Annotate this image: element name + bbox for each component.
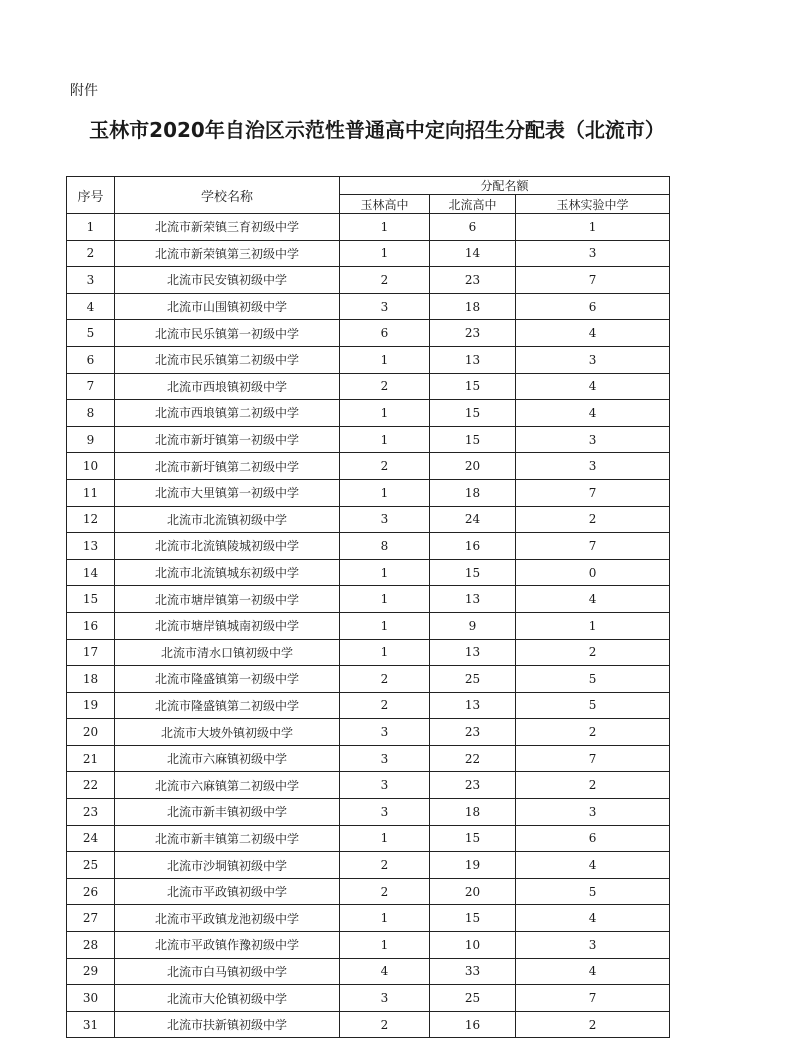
table-row xyxy=(67,559,670,586)
school-name-cell: 北流市大里镇第一初级中学 xyxy=(115,479,340,506)
seq-cell: 14 xyxy=(67,559,115,586)
seq-cell: 23 xyxy=(67,799,115,826)
table-row xyxy=(67,772,670,799)
seq-cell: 19 xyxy=(67,692,115,719)
yulin-experimental-cell: 0 xyxy=(516,559,670,586)
table-row xyxy=(67,267,670,294)
school-name-cell: 北流市民乐镇第二初级中学 xyxy=(115,346,340,373)
school-name-cell: 北流市西埌镇初级中学 xyxy=(115,373,340,400)
yulin-high-cell: 1 xyxy=(340,400,430,427)
yulin-high-cell: 3 xyxy=(340,799,430,826)
yulin-experimental-cell: 3 xyxy=(516,346,670,373)
seq-cell: 30 xyxy=(67,985,115,1012)
allocation-table xyxy=(66,176,670,1038)
yulin-experimental-cell: 2 xyxy=(516,772,670,799)
yulin-experimental-cell: 4 xyxy=(516,586,670,613)
beiliu-high-cell: 15 xyxy=(430,825,516,852)
school-name-cell: 北流市民安镇初级中学 xyxy=(115,267,340,294)
seq-cell: 13 xyxy=(67,533,115,560)
table-row xyxy=(67,373,670,400)
school-name-cell: 北流市扶新镇初级中学 xyxy=(115,1011,340,1038)
header-allocation-group: 分配名额 xyxy=(340,177,670,195)
yulin-experimental-cell: 6 xyxy=(516,293,670,320)
seq-cell: 3 xyxy=(67,267,115,294)
table-row xyxy=(67,453,670,480)
beiliu-high-cell: 20 xyxy=(430,453,516,480)
seq-cell: 1 xyxy=(67,214,115,241)
yulin-high-cell: 1 xyxy=(340,825,430,852)
yulin-experimental-cell: 5 xyxy=(516,692,670,719)
yulin-experimental-cell: 3 xyxy=(516,453,670,480)
yulin-experimental-cell: 6 xyxy=(516,825,670,852)
beiliu-high-cell: 13 xyxy=(430,639,516,666)
school-name-cell: 北流市六麻镇第二初级中学 xyxy=(115,772,340,799)
yulin-high-cell: 3 xyxy=(340,293,430,320)
beiliu-high-cell: 23 xyxy=(430,320,516,347)
beiliu-high-cell: 18 xyxy=(430,293,516,320)
table-row xyxy=(67,932,670,959)
yulin-experimental-cell: 1 xyxy=(516,214,670,241)
yulin-high-cell: 3 xyxy=(340,745,430,772)
yulin-high-cell: 4 xyxy=(340,958,430,985)
seq-cell: 5 xyxy=(67,320,115,347)
yulin-experimental-cell: 7 xyxy=(516,479,670,506)
yulin-high-cell: 2 xyxy=(340,267,430,294)
table-row xyxy=(67,825,670,852)
beiliu-high-cell: 18 xyxy=(430,799,516,826)
yulin-experimental-cell: 3 xyxy=(516,240,670,267)
yulin-experimental-cell: 7 xyxy=(516,745,670,772)
beiliu-high-cell: 14 xyxy=(430,240,516,267)
table-header xyxy=(67,177,670,214)
school-name-cell: 北流市北流镇陵城初级中学 xyxy=(115,533,340,560)
yulin-high-cell: 1 xyxy=(340,346,430,373)
beiliu-high-cell: 33 xyxy=(430,958,516,985)
seq-cell: 4 xyxy=(67,293,115,320)
seq-cell: 8 xyxy=(67,400,115,427)
school-name-cell: 北流市新丰镇初级中学 xyxy=(115,799,340,826)
beiliu-high-cell: 15 xyxy=(430,400,516,427)
seq-cell: 28 xyxy=(67,932,115,959)
seq-cell: 9 xyxy=(67,426,115,453)
seq-cell: 21 xyxy=(67,745,115,772)
seq-cell: 25 xyxy=(67,852,115,879)
table-row xyxy=(67,719,670,746)
table-row xyxy=(67,320,670,347)
table-row xyxy=(67,426,670,453)
school-name-cell: 北流市隆盛镇第一初级中学 xyxy=(115,666,340,693)
table-row xyxy=(67,745,670,772)
table-row xyxy=(67,905,670,932)
yulin-high-cell: 2 xyxy=(340,373,430,400)
yulin-experimental-cell: 5 xyxy=(516,878,670,905)
header-yulin-experimental: 玉林实验中学 xyxy=(516,195,670,214)
beiliu-high-cell: 15 xyxy=(430,559,516,586)
table-row xyxy=(67,400,670,427)
beiliu-high-cell: 13 xyxy=(430,346,516,373)
beiliu-high-cell: 13 xyxy=(430,692,516,719)
yulin-experimental-cell: 1 xyxy=(516,612,670,639)
beiliu-high-cell: 23 xyxy=(430,719,516,746)
yulin-experimental-cell: 4 xyxy=(516,320,670,347)
seq-cell: 16 xyxy=(67,612,115,639)
seq-cell: 31 xyxy=(67,1011,115,1038)
yulin-experimental-cell: 4 xyxy=(516,852,670,879)
yulin-experimental-cell: 7 xyxy=(516,533,670,560)
header-yulin-high: 玉林高中 xyxy=(340,195,430,214)
beiliu-high-cell: 18 xyxy=(430,479,516,506)
school-name-cell: 北流市北流镇城东初级中学 xyxy=(115,559,340,586)
document-title: 玉林市2020年自治区示范性普通高中定向招生分配表（北流市） xyxy=(89,118,665,142)
attachment-label: 附件 xyxy=(70,83,98,99)
beiliu-high-cell: 25 xyxy=(430,666,516,693)
school-name-cell: 北流市六麻镇初级中学 xyxy=(115,745,340,772)
seq-cell: 24 xyxy=(67,825,115,852)
seq-cell: 12 xyxy=(67,506,115,533)
yulin-high-cell: 1 xyxy=(340,214,430,241)
seq-cell: 29 xyxy=(67,958,115,985)
yulin-high-cell: 1 xyxy=(340,905,430,932)
yulin-high-cell: 8 xyxy=(340,533,430,560)
beiliu-high-cell: 15 xyxy=(430,905,516,932)
beiliu-high-cell: 23 xyxy=(430,772,516,799)
yulin-high-cell: 6 xyxy=(340,320,430,347)
beiliu-high-cell: 9 xyxy=(430,612,516,639)
yulin-high-cell: 1 xyxy=(340,639,430,666)
school-name-cell: 北流市北流镇初级中学 xyxy=(115,506,340,533)
table-row xyxy=(67,346,670,373)
yulin-high-cell: 1 xyxy=(340,612,430,639)
school-name-cell: 北流市平政镇龙池初级中学 xyxy=(115,905,340,932)
yulin-experimental-cell: 2 xyxy=(516,1011,670,1038)
table-row xyxy=(67,985,670,1012)
table-row xyxy=(67,639,670,666)
school-name-cell: 北流市平政镇初级中学 xyxy=(115,878,340,905)
beiliu-high-cell: 24 xyxy=(430,506,516,533)
table-row xyxy=(67,533,670,560)
table-row xyxy=(67,666,670,693)
school-name-cell: 北流市新荣镇第三初级中学 xyxy=(115,240,340,267)
seq-cell: 27 xyxy=(67,905,115,932)
yulin-high-cell: 3 xyxy=(340,985,430,1012)
school-name-cell: 北流市新荣镇三育初级中学 xyxy=(115,214,340,241)
seq-cell: 10 xyxy=(67,453,115,480)
yulin-experimental-cell: 7 xyxy=(516,985,670,1012)
school-name-cell: 北流市新丰镇第二初级中学 xyxy=(115,825,340,852)
seq-cell: 6 xyxy=(67,346,115,373)
yulin-experimental-cell: 3 xyxy=(516,799,670,826)
school-name-cell: 北流市塘岸镇第一初级中学 xyxy=(115,586,340,613)
table-row xyxy=(67,214,670,241)
school-name-cell: 北流市新圩镇第二初级中学 xyxy=(115,453,340,480)
beiliu-high-cell: 6 xyxy=(430,214,516,241)
beiliu-high-cell: 13 xyxy=(430,586,516,613)
school-name-cell: 北流市隆盛镇第二初级中学 xyxy=(115,692,340,719)
yulin-experimental-cell: 4 xyxy=(516,958,670,985)
beiliu-high-cell: 22 xyxy=(430,745,516,772)
beiliu-high-cell: 25 xyxy=(430,985,516,1012)
yulin-high-cell: 3 xyxy=(340,506,430,533)
school-name-cell: 北流市西埌镇第二初级中学 xyxy=(115,400,340,427)
yulin-high-cell: 2 xyxy=(340,666,430,693)
yulin-experimental-cell: 4 xyxy=(516,400,670,427)
yulin-high-cell: 2 xyxy=(340,878,430,905)
seq-cell: 15 xyxy=(67,586,115,613)
school-name-cell: 北流市山围镇初级中学 xyxy=(115,293,340,320)
table-row xyxy=(67,878,670,905)
yulin-experimental-cell: 3 xyxy=(516,932,670,959)
beiliu-high-cell: 10 xyxy=(430,932,516,959)
table-row xyxy=(67,612,670,639)
table-row xyxy=(67,586,670,613)
table-row xyxy=(67,506,670,533)
table-row xyxy=(67,852,670,879)
seq-cell: 22 xyxy=(67,772,115,799)
beiliu-high-cell: 16 xyxy=(430,533,516,560)
yulin-experimental-cell: 7 xyxy=(516,267,670,294)
school-name-cell: 北流市沙垌镇初级中学 xyxy=(115,852,340,879)
beiliu-high-cell: 15 xyxy=(430,373,516,400)
table-row xyxy=(67,799,670,826)
seq-cell: 17 xyxy=(67,639,115,666)
seq-cell: 2 xyxy=(67,240,115,267)
header-beiliu-high: 北流高中 xyxy=(430,195,516,214)
school-name-cell: 北流市民乐镇第一初级中学 xyxy=(115,320,340,347)
beiliu-high-cell: 19 xyxy=(430,852,516,879)
yulin-experimental-cell: 4 xyxy=(516,373,670,400)
yulin-experimental-cell: 2 xyxy=(516,506,670,533)
school-name-cell: 北流市平政镇作豫初级中学 xyxy=(115,932,340,959)
yulin-experimental-cell: 2 xyxy=(516,719,670,746)
seq-cell: 11 xyxy=(67,479,115,506)
table-body xyxy=(67,214,670,1038)
table-row xyxy=(67,958,670,985)
seq-cell: 18 xyxy=(67,666,115,693)
yulin-high-cell: 1 xyxy=(340,240,430,267)
school-name-cell: 北流市大伦镇初级中学 xyxy=(115,985,340,1012)
beiliu-high-cell: 20 xyxy=(430,878,516,905)
school-name-cell: 北流市新圩镇第一初级中学 xyxy=(115,426,340,453)
seq-cell: 7 xyxy=(67,373,115,400)
school-name-cell: 北流市清水口镇初级中学 xyxy=(115,639,340,666)
yulin-experimental-cell: 3 xyxy=(516,426,670,453)
yulin-high-cell: 2 xyxy=(340,1011,430,1038)
school-name-cell: 北流市白马镇初级中学 xyxy=(115,958,340,985)
beiliu-high-cell: 15 xyxy=(430,426,516,453)
school-name-cell: 北流市塘岸镇城南初级中学 xyxy=(115,612,340,639)
table-row xyxy=(67,293,670,320)
beiliu-high-cell: 23 xyxy=(430,267,516,294)
yulin-high-cell: 1 xyxy=(340,586,430,613)
yulin-high-cell: 1 xyxy=(340,426,430,453)
header-seq: 序号 xyxy=(67,177,115,214)
beiliu-high-cell: 16 xyxy=(430,1011,516,1038)
table-row xyxy=(67,240,670,267)
yulin-high-cell: 1 xyxy=(340,479,430,506)
yulin-high-cell: 1 xyxy=(340,559,430,586)
yulin-experimental-cell: 4 xyxy=(516,905,670,932)
seq-cell: 20 xyxy=(67,719,115,746)
yulin-high-cell: 2 xyxy=(340,692,430,719)
seq-cell: 26 xyxy=(67,878,115,905)
yulin-high-cell: 2 xyxy=(340,852,430,879)
yulin-high-cell: 1 xyxy=(340,932,430,959)
yulin-high-cell: 3 xyxy=(340,719,430,746)
table-row xyxy=(67,479,670,506)
table-row xyxy=(67,692,670,719)
yulin-experimental-cell: 2 xyxy=(516,639,670,666)
yulin-high-cell: 2 xyxy=(340,453,430,480)
school-name-cell: 北流市大坡外镇初级中学 xyxy=(115,719,340,746)
header-school-name: 学校名称 xyxy=(115,177,340,214)
yulin-high-cell: 3 xyxy=(340,772,430,799)
table-row xyxy=(67,1011,670,1038)
yulin-experimental-cell: 5 xyxy=(516,666,670,693)
